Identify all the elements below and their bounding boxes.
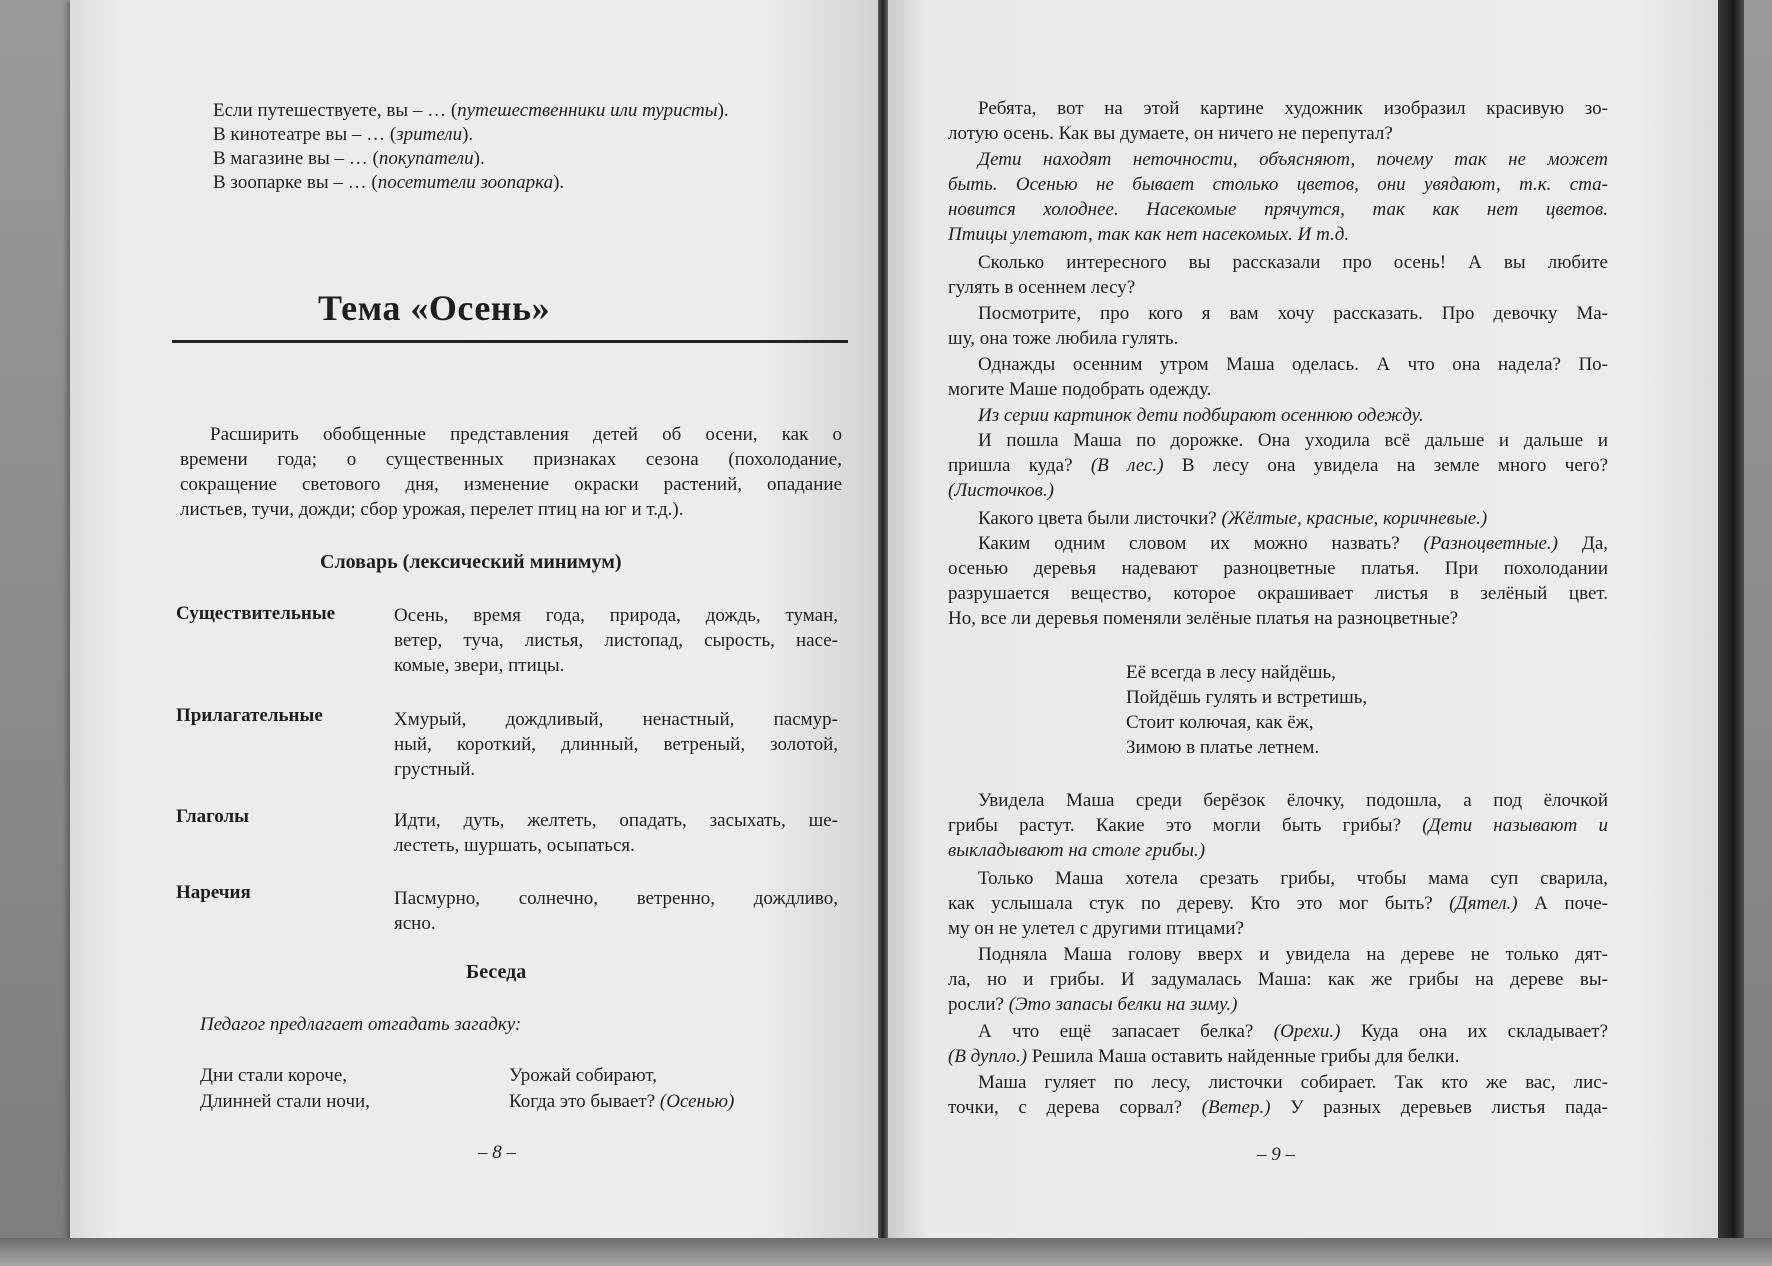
vocab-label-nouns: Существительные [176, 603, 336, 624]
vocab-label-adjectives: Прилагательные [176, 705, 323, 726]
p14-line-2 [948, 1095, 1608, 1120]
goal-line-3: сокращение светового дня, изменение окраски растений, опадание [180, 474, 842, 495]
intro-punct: ). [462, 124, 474, 145]
intro-punct: ). [473, 148, 485, 169]
vocab-verbs-line-2: лестеть, шуршать, осыпаться. [394, 835, 635, 856]
poem-line-2: Пойдёшь гулять и встретишь, [1126, 687, 1368, 708]
p7-text-2: В лесу она увидела на земле много чего? [1163, 455, 1609, 476]
p11-line-3: му он не улетел с другими птицами? [948, 918, 1244, 939]
intro-answer: путешественники или туристы [457, 100, 718, 121]
goal-line-1: Расширить обобщенные представления детей об осени, как о [210, 424, 842, 445]
p9-text: Каким одним словом их можно назвать? [978, 533, 1424, 554]
intro-line-3 [213, 146, 485, 171]
intro-line-4 [213, 170, 564, 195]
p12-answer: (Это запасы белки на зиму.) [1008, 994, 1238, 1015]
p7-answer: (В лес.) [1090, 455, 1164, 476]
vocab-adj-line-1: Хмурый, дождливый, ненастный, пасмур- [394, 709, 838, 730]
p7-line-3: (Листочков.) [948, 480, 1054, 501]
vocab-adj-line-2: ный, короткий, длинный, ветреный, золотой, [394, 734, 838, 755]
intro-text: В кинотеатре вы – … ( [213, 124, 397, 145]
p7-text: пришла куда? [948, 455, 1091, 476]
vocab-adv-line-2: ясно. [394, 913, 436, 934]
p13-text: А что ещё запасает белка? [978, 1021, 1274, 1042]
p14-text: точки, с дерева сорвал? [948, 1097, 1202, 1118]
riddle-answer: (Осенью) [659, 1091, 735, 1112]
intro-line-1 [213, 98, 729, 123]
p8-line [978, 506, 1487, 531]
vocab-adv-line-1: Пасмурно, солнечно, ветренно, дождливо, [394, 888, 838, 909]
p14-text-2: У разных деревьев листья пада- [1270, 1097, 1609, 1118]
p11-text-2: А поче- [1517, 893, 1608, 914]
intro-punct: ). [717, 100, 729, 121]
page-title: Тема «Осень» [318, 288, 551, 328]
p9-text-2: Да, [1558, 533, 1608, 554]
p14-answer: (Ветер.) [1201, 1097, 1271, 1118]
p12-line-3 [948, 992, 1237, 1017]
p10-line-3: выкладывают на столе грибы.) [948, 840, 1206, 861]
p5-line-2: могите Маше подобрать одежду. [948, 379, 1212, 400]
vocab-nouns-line-3: комые, звери, птицы. [394, 655, 565, 676]
riddle-col2-line-1: Урожай собирают, [509, 1065, 658, 1086]
p12-line-1: Подняла Маша голову вверх и увидела на дереве не только дят- [978, 944, 1608, 965]
p9-line-1 [978, 531, 1608, 556]
p13-line-2 [948, 1044, 1459, 1069]
p13-line-1 [978, 1019, 1608, 1044]
p5-line-1: Однажды осенним утром Маша оделась. А что она надела? По- [978, 354, 1608, 375]
p4-line-2: шу, она тоже любила гулять. [948, 328, 1179, 349]
intro-answer: покупатели [378, 148, 474, 169]
p1-line-1: Ребята, вот на этой картине художник изобразил красивую зо- [978, 98, 1608, 119]
vocab-nouns-line-1: Осень, время года, природа, дождь, туман, [394, 605, 838, 626]
p2-line-1: Дети находят неточности, объясняют, почему так не может [978, 149, 1608, 170]
p14-line-1: Маша гуляет по лесу, листочки собирает. Так кто же вас, лис- [978, 1072, 1608, 1093]
p4-line-1: Посмотрите, про кого я вам хочу рассказать. Про девочку Ма- [978, 303, 1608, 324]
p11-answer: (Дятел.) [1449, 893, 1518, 914]
p9-answer: (Разноцветные.) [1423, 533, 1558, 554]
p9-line-4: Но, все ли деревья поменяли зелёные платья на разноцветные? [948, 608, 1459, 629]
p10-line-2 [948, 813, 1608, 838]
p10-line-1: Увидела Маша среди берёзок ёлочку, подошла, а под ёлочкой [978, 790, 1608, 811]
vocab-label-adverbs: Наречия [176, 882, 251, 903]
intro-text: Если путешествуете, вы – … ( [213, 100, 458, 121]
riddle-col1-line-1: Дни стали короче, [200, 1065, 348, 1086]
vocab-nouns-line-2: ветер, туча, листья, листопад, сырость, насе- [394, 630, 838, 651]
p3-line-2: гулять в осеннем лесу? [948, 277, 1136, 298]
p11-line-2 [948, 891, 1608, 916]
p13-answer-2: (В дупло.) [948, 1046, 1028, 1067]
p3-line-1: Сколько интересного вы рассказали про осень! А вы любите [978, 252, 1608, 273]
p7-line-2 [948, 453, 1608, 478]
intro-text: В зоопарке вы – … ( [213, 172, 378, 193]
intro-answer: посетители зоопарка [377, 172, 554, 193]
vocab-heading: Словарь (лексический минимум) [320, 551, 622, 573]
vocab-verbs-line-1: Идти, дуть, желтеть, опадать, засыхать, ше- [394, 810, 838, 831]
vocab-adj-line-3: грустный. [394, 759, 476, 780]
title-rule [172, 340, 848, 343]
goal-line-4: листьев, тучи, дожди; сбор урожая, перелет птиц на юг и т.д.). [180, 499, 684, 520]
p11-text: как услышала стук по дереву. Кто это мог быть? [948, 893, 1450, 914]
p1-line-2: лотую осень. Как вы думаете, он ничего не перепутал? [948, 123, 1393, 144]
p7-line-1: И пошла Маша по дорожке. Она уходила всё дальше и дальше и [978, 430, 1608, 451]
p9-line-2: осенью деревья надевают разноцветные платья. При похолодании [948, 558, 1608, 579]
poem-line-3: Стоит колючая, как ёж, [1126, 712, 1314, 733]
intro-line-2 [213, 122, 473, 147]
p10-answer: (Дети называют и [1422, 815, 1608, 836]
poem-line-1: Её всегда в лесу найдёшь, [1126, 662, 1336, 683]
p10-text: грибы растут. Какие это могли быть грибы? [948, 815, 1423, 836]
vocab-label-verbs: Глаголы [176, 806, 250, 827]
p6-line: Из серии картинок дети подбирают осеннюю одежду. [978, 405, 1424, 426]
scan-bottom-edge [0, 1238, 1772, 1266]
riddle-col1-line-2: Длинней стали ночи, [200, 1091, 370, 1112]
book-edge [1718, 0, 1744, 1240]
p11-line-1: Только Маша хотела срезать грибы, чтобы мама суп сварила, [978, 868, 1608, 889]
page-number-right: – 9 – [1257, 1144, 1295, 1165]
riddle-question: Когда это бывает? [509, 1091, 660, 1112]
intro-text: В магазине вы – … ( [213, 148, 379, 169]
poem-line-4: Зимою в платье летнем. [1126, 737, 1320, 758]
p13-text-2: Куда она их складывает? [1340, 1021, 1608, 1042]
p8-text: Какого цвета были листочки? [978, 508, 1222, 529]
intro-answer: зрители [396, 124, 463, 145]
book-spine [878, 0, 888, 1240]
p2-line-4: Птицы улетают, так как нет насекомых. И т.д. [948, 224, 1350, 245]
p2-line-2: быть. Осенью не бывает столько цветов, они увядают, т.к. ста- [948, 174, 1608, 195]
p8-answer: (Жёлтые, красные, коричневые.) [1221, 508, 1488, 529]
p13-text-3: Решила Маша оставить найденные грибы для белки. [1027, 1046, 1460, 1067]
intro-punct: ). [553, 172, 565, 193]
p12-text: росли? [948, 994, 1009, 1015]
p13-answer: (Орехи.) [1273, 1021, 1341, 1042]
p2-line-3: новится холоднее. Насекомые прячутся, так как нет цветов. [948, 199, 1608, 220]
goal-line-2: времени года; о существенных признаках сезона (похолодание, [180, 449, 842, 470]
p12-line-2: ла, но и грибы. И задумалась Маша: как же грибы на дереве вы- [948, 969, 1608, 990]
riddle-col2-line-2 [509, 1089, 734, 1114]
page-number-left: – 8 – [478, 1142, 516, 1163]
p9-line-3: разрушается вещество, которое окрашивает листья в зелёный цвет. [948, 583, 1608, 604]
teacher-instruction: Педагог предлагает отгадать загадку: [200, 1014, 522, 1035]
talk-heading: Беседа [466, 961, 527, 983]
